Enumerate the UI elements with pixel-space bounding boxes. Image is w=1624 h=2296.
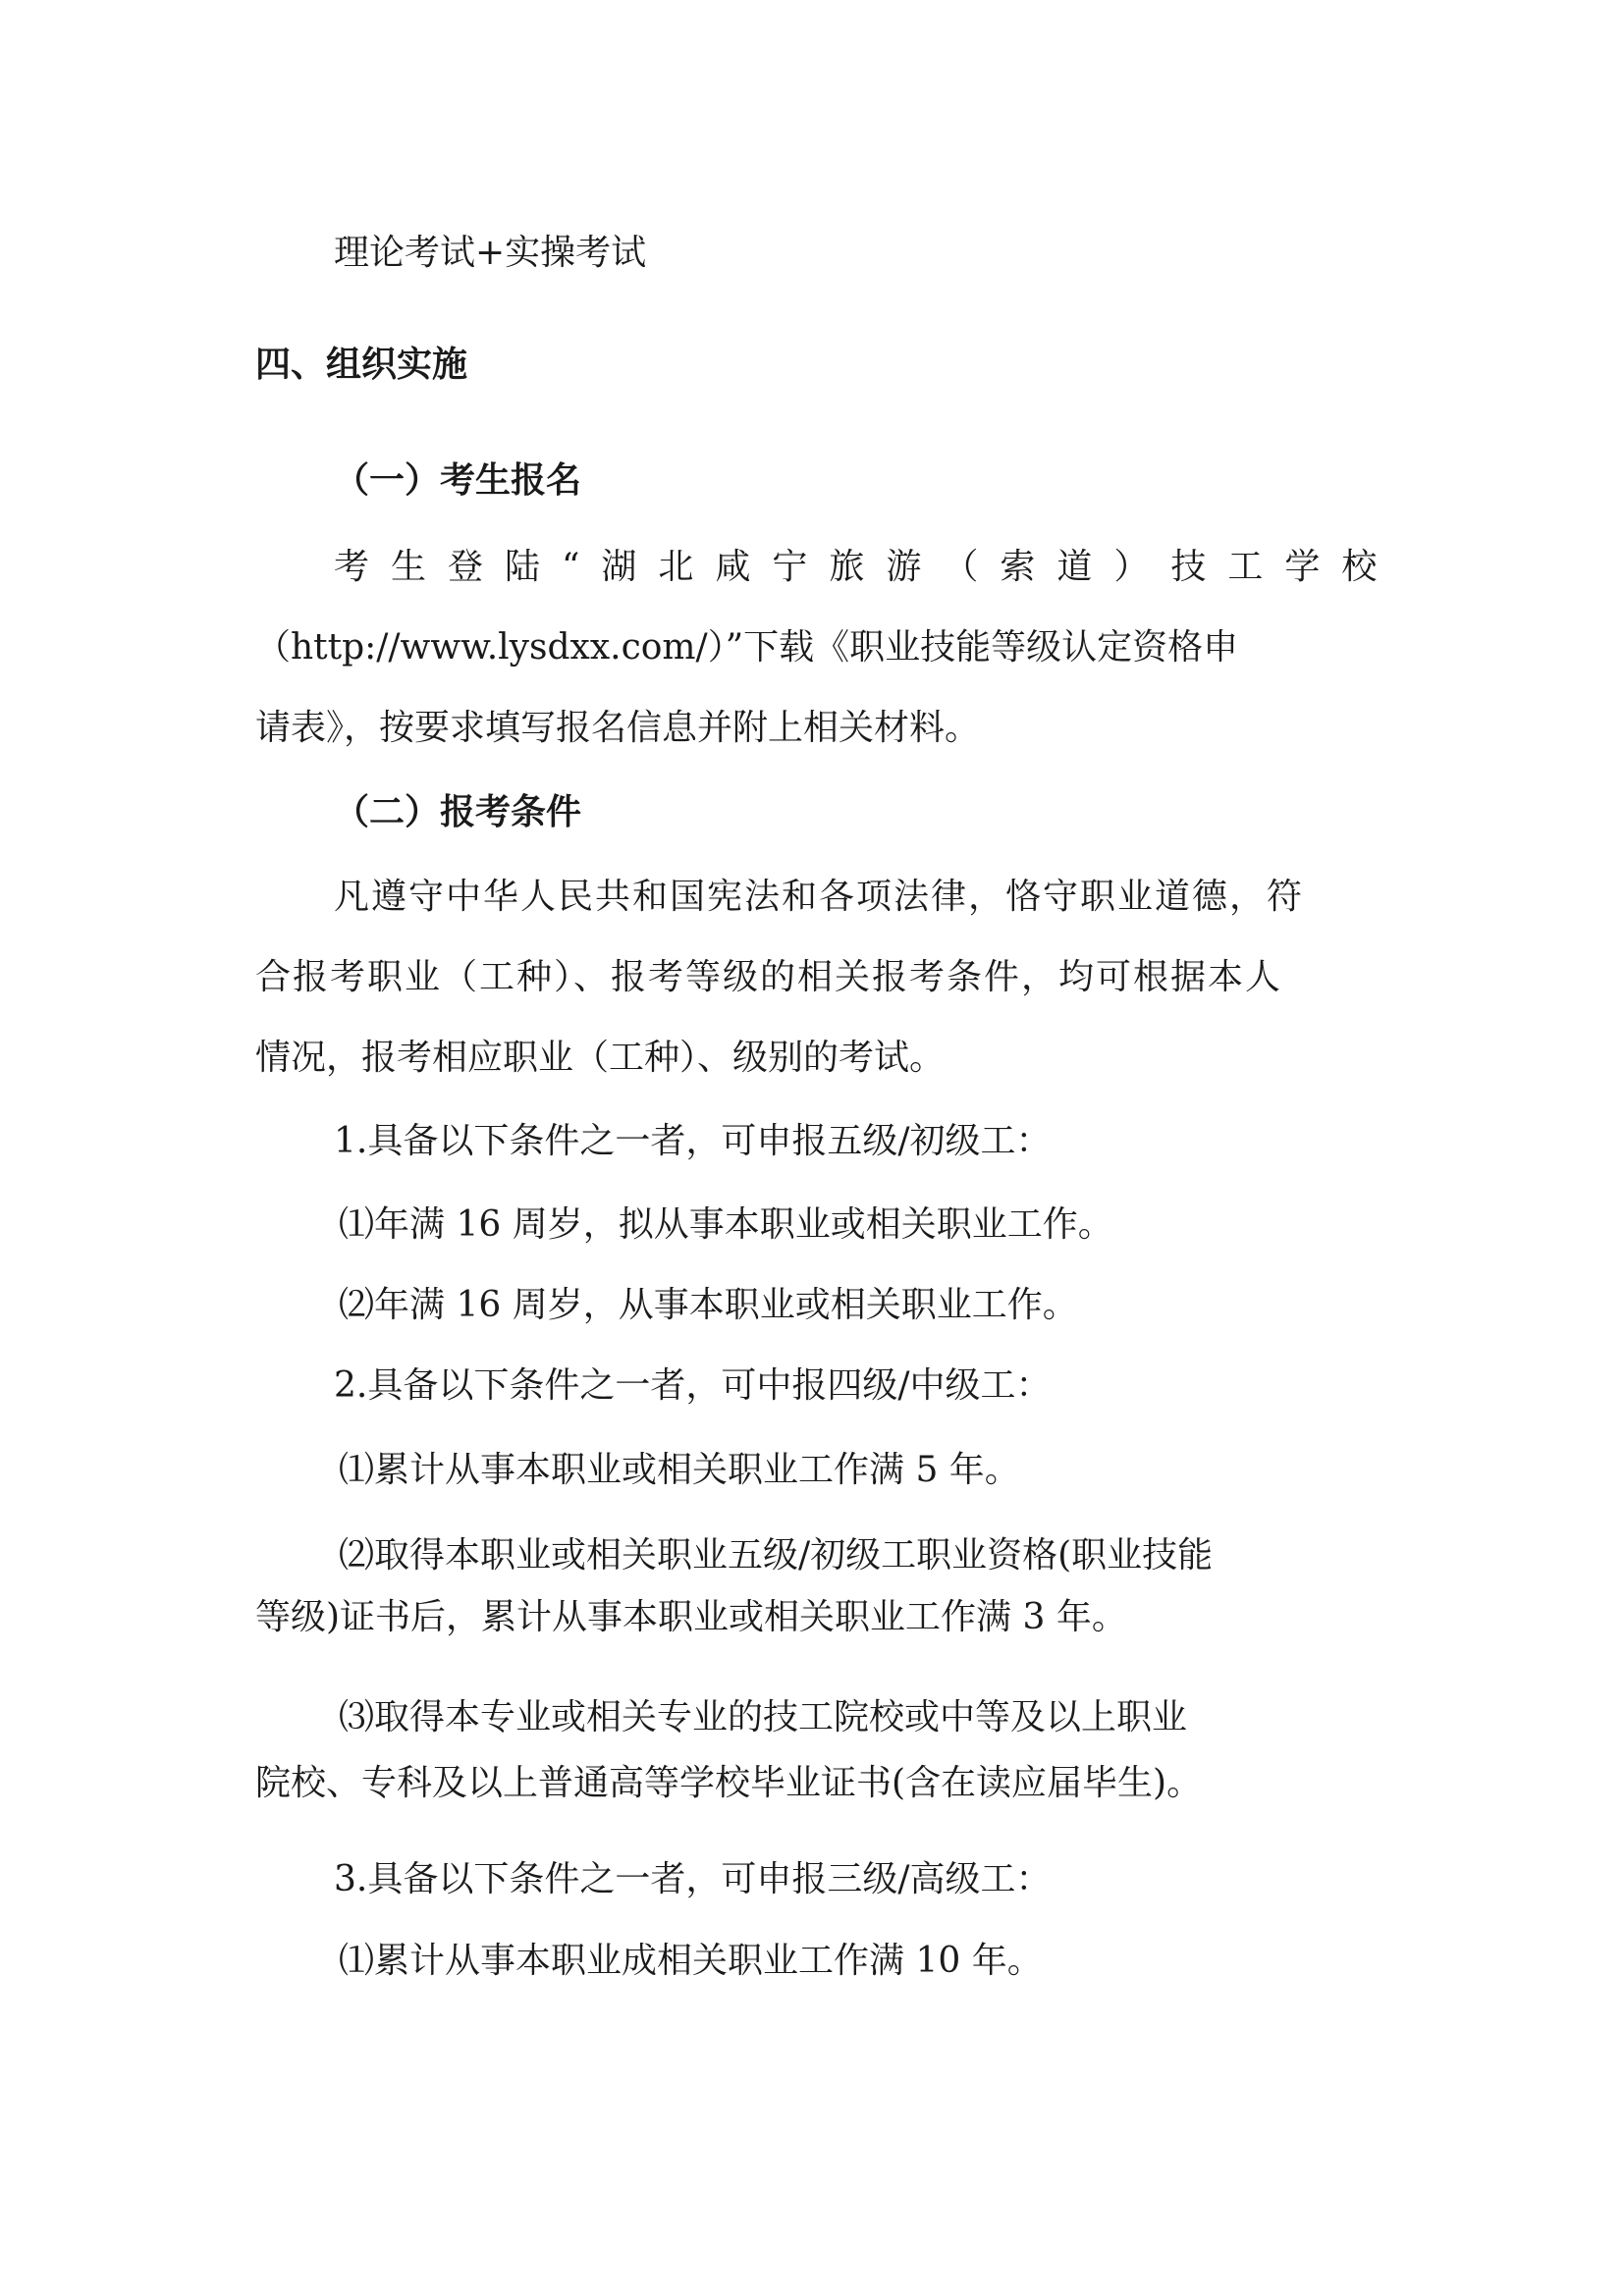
- registration-line-3: 请表》，按要求填写报名信息并附上相关材料。: [255, 708, 981, 748]
- condition-2-item-3-line-2: 院校、专科及以上普通高等学校毕业证书(含在读应届毕生)。: [255, 1763, 1203, 1803]
- condition-3-item-1: ⑴累计从事本职业成相关职业工作满 10 年。: [339, 1941, 1043, 1981]
- registration-line-1: 考生登陆“湖北咸宁旅游（索道）技工学校: [334, 547, 1399, 587]
- section-4-heading: 四、组织实施: [255, 345, 468, 385]
- condition-1-title: 1.具备以下条件之一者，可申报五级/初级工：: [334, 1121, 1052, 1161]
- condition-2-item-2-line-1: ⑵取得本职业或相关职业五级/初级工职业资格(职业技能: [339, 1535, 1214, 1575]
- condition-3-title: 3.具备以下条件之一者，可申报三级/高级工：: [334, 1859, 1052, 1899]
- condition-2-item-1: ⑴累计从事本职业或相关职业工作满 5 年。: [339, 1450, 1020, 1490]
- sub-1-heading: （一）考生报名: [334, 460, 582, 501]
- condition-1-item-2: ⑵年满 16 周岁，从事本职业或相关职业工作。: [339, 1285, 1078, 1325]
- condition-1-item-1: ⑴年满 16 周岁，拟从事本职业或相关职业工作。: [339, 1204, 1113, 1245]
- exam-method-text: 理论考试+实操考试: [334, 233, 647, 273]
- condition-2-item-2-line-2: 等级)证书后，累计从事本职业或相关职业工作满 3 年。: [255, 1597, 1127, 1637]
- condition-2-title: 2.具备以下条件之一者，可中报四级/中级工：: [334, 1365, 1052, 1406]
- condition-2-item-3-line-1: ⑶取得本专业或相关专业的技工院校或中等及以上职业: [339, 1697, 1188, 1737]
- sub-2-heading: （二）报考条件: [334, 792, 582, 832]
- conditions-intro-line-1: 凡遵守中华人民共和国宪法和各项法律，恪守职业道德，符: [334, 877, 1305, 917]
- conditions-intro-line-2: 合报考职业（工种）、报考等级的相关报考条件，均可根据本人: [255, 957, 1283, 997]
- conditions-intro-line-3: 情况，报考相应职业（工种）、级别的考试。: [255, 1038, 946, 1078]
- registration-line-2: （http://www.lysdxx.com/）”下载《职业技能等级认定资格申: [255, 627, 1239, 667]
